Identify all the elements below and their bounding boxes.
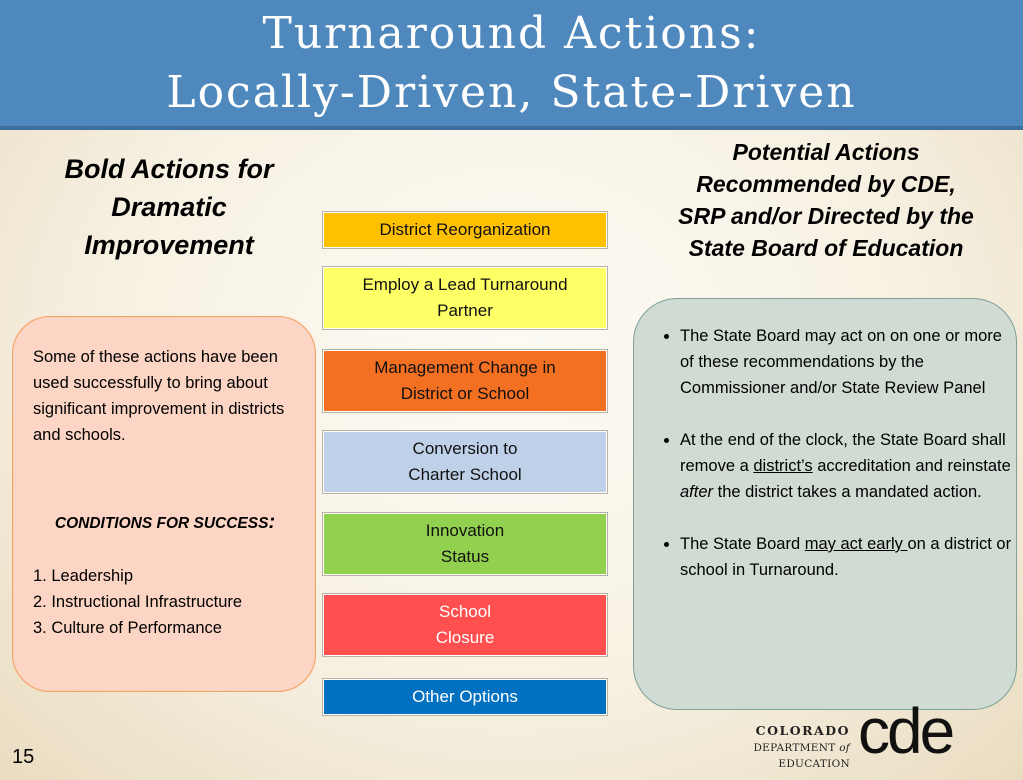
bullet-text: At the end of the clock, the State Board shall remove a — [680, 431, 1006, 475]
action-label-line: Status — [440, 547, 490, 566]
left-heading-line: Improvement — [84, 230, 254, 260]
action-lead-turnaround-partner — [323, 267, 607, 329]
cde-logo-icon: cde — [858, 695, 953, 767]
action-label-line: Other Options — [412, 687, 518, 706]
right-heading-line: State Board of Education — [688, 235, 964, 261]
right-heading-line: Potential Actions — [732, 139, 920, 165]
action-label-line: District Reorganization — [379, 220, 551, 239]
state-board-box — [633, 298, 1017, 710]
logo-line-department — [686, 740, 850, 772]
right-heading-line: Recommended by CDE, — [696, 171, 956, 197]
conditions-title-text: CONDITIONS FOR SUCCESS — [54, 515, 269, 532]
conditions-colon: : — [268, 511, 276, 533]
action-label — [388, 436, 541, 488]
logo-text-part: DEPARTMENT — [753, 742, 840, 754]
action-label-line: Innovation — [425, 521, 505, 540]
bullet-text: the district takes a mandated action. — [713, 483, 982, 501]
underlined-text: may act early — [804, 535, 908, 553]
right-heading-line: SRP and/or Directed by the — [678, 203, 974, 229]
action-label-line: Employ a Lead Turnaround — [362, 275, 568, 294]
action-school-closure — [323, 594, 607, 656]
intro-text: Some of these actions have been used successfully to bring about significant improvement in districts and schools. — [33, 348, 285, 444]
success-conditions-box — [12, 316, 316, 692]
action-label — [342, 272, 587, 324]
action-label — [406, 518, 524, 570]
conditions-title — [13, 511, 317, 534]
condition-item: 2. Instructional Infrastructure — [33, 593, 243, 611]
action-label-line: Closure — [435, 628, 495, 647]
left-heading-line: Bold Actions for — [64, 154, 274, 184]
action-label-line: Partner — [437, 301, 493, 320]
action-other-options — [323, 679, 607, 715]
logo-text-part: EDUCATION — [778, 758, 850, 770]
bullet-text: accreditation and reinstate — [812, 457, 1011, 475]
bullet-text: The State Board may act on on one or more of these recommendations by the Commissioner and/or State Review Panel — [680, 327, 1002, 397]
condition-item: 1. Leadership — [33, 567, 133, 585]
page-number: 15 — [12, 746, 35, 768]
action-label — [354, 355, 575, 407]
action-label-line: Conversion to — [412, 439, 518, 458]
bullet-item — [680, 323, 1020, 401]
bullet-text: The State Board — [680, 535, 805, 553]
bullet-item — [680, 531, 1020, 583]
underlined-text: district’s — [753, 457, 813, 475]
action-management-change — [323, 350, 607, 412]
logo-text-part: of — [839, 742, 850, 754]
left-heading-line: Dramatic — [111, 192, 227, 222]
action-label — [392, 684, 538, 710]
bullet-item — [680, 427, 1020, 505]
action-label — [359, 217, 570, 243]
slide-title-line-1: Turnaround Actions: — [262, 8, 761, 59]
action-label-line: Management Change in — [374, 358, 556, 377]
italic-text: after — [680, 483, 714, 501]
action-label-line: School — [439, 602, 491, 621]
action-district-reorganization — [323, 212, 607, 248]
condition-item: 3. Culture of Performance — [33, 619, 222, 637]
state-board-bullets — [656, 323, 1020, 609]
bullet-text: on a district or school in Turnaround. — [680, 535, 1012, 579]
conditions-list — [33, 563, 313, 641]
title-banner — [0, 0, 1023, 130]
right-heading — [645, 136, 1007, 264]
action-label-line: District or School — [400, 384, 530, 403]
slide-title-line-2: Locally-Driven, State-Driven — [166, 67, 857, 118]
action-charter-conversion — [323, 431, 607, 493]
action-label-line: Charter School — [408, 465, 522, 484]
cde-logo-text — [686, 722, 850, 772]
action-label — [416, 599, 515, 651]
left-heading — [30, 150, 308, 264]
logo-line-colorado: COLORADO — [755, 723, 850, 738]
action-innovation-status — [323, 513, 607, 575]
